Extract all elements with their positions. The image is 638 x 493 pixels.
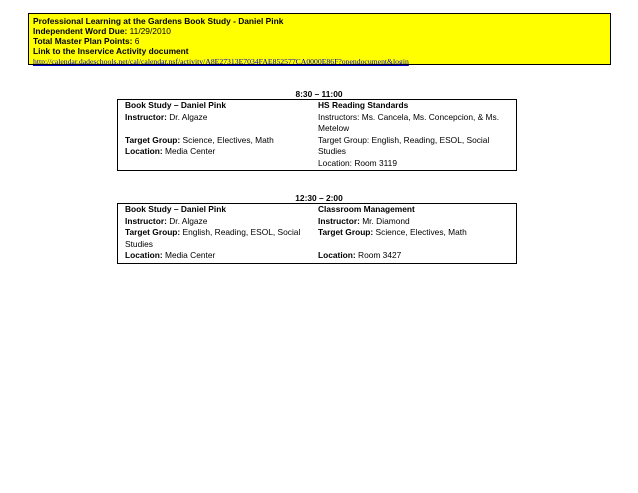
- location-line: Location: Room 3427: [318, 250, 402, 260]
- instructor-line: Instructor: Dr. Algaze: [125, 215, 208, 226]
- location-line: Location: Room 3119: [318, 157, 397, 168]
- points-line: Total Master Plan Points: 6: [33, 36, 140, 47]
- target-group-line-cont: Studies: [125, 238, 153, 249]
- session-title: HS Reading Standards: [318, 100, 409, 110]
- location-line: Location: Media Center: [125, 146, 216, 156]
- target-group-line: Target Group: Science, Electives, Math: [318, 227, 467, 237]
- due-date-line: Independent Word Due: 11/29/2010: [33, 26, 171, 37]
- session-table-afternoon: [117, 203, 517, 264]
- session-cell: [315, 204, 516, 263]
- instructor-line: Instructor: Dr. Algaze: [125, 111, 208, 122]
- instructors-line: Instructors: Ms. Cancela, Ms. Concepcion, & Ms.: [318, 111, 500, 122]
- session-cell: [118, 204, 315, 263]
- instructor-line: Instructor: Mr. Diamond: [318, 215, 410, 226]
- instructors-line-cont: Metelow: [318, 123, 350, 133]
- session-cell: [118, 100, 315, 170]
- target-group-line: Target Group: Science, Electives, Math: [125, 134, 274, 145]
- target-group-line-cont: Studies: [318, 146, 346, 156]
- session-title: Book Study – Daniel Pink: [125, 204, 226, 214]
- session-title: Classroom Management: [318, 204, 415, 214]
- session-time-morning: 8:30 – 11:00: [295, 89, 343, 99]
- info-banner: [28, 13, 611, 65]
- session-table-morning: [117, 99, 517, 171]
- session-time-afternoon: 12:30 – 2:00: [295, 193, 343, 203]
- target-group-line: Target Group: English, Reading, ESOL, Social: [125, 227, 301, 237]
- location-line: Location: Media Center: [125, 250, 216, 260]
- banner-title: Professional Learning at the Gardens Book Study - Daniel Pink: [33, 16, 284, 26]
- link-heading: Link to the Inservice Activity document: [33, 46, 189, 57]
- inservice-activity-link[interactable]: http://calendar.dadeschools.net/cal/calendar.nsf/activity/A8E27313E7034FAE852577CA0000E86F?opendocument&login: [33, 57, 409, 67]
- session-title: Book Study – Daniel Pink: [125, 100, 226, 110]
- target-group-line: Target Group: English, Reading, ESOL, Social: [318, 134, 490, 145]
- session-cell: [315, 100, 516, 170]
